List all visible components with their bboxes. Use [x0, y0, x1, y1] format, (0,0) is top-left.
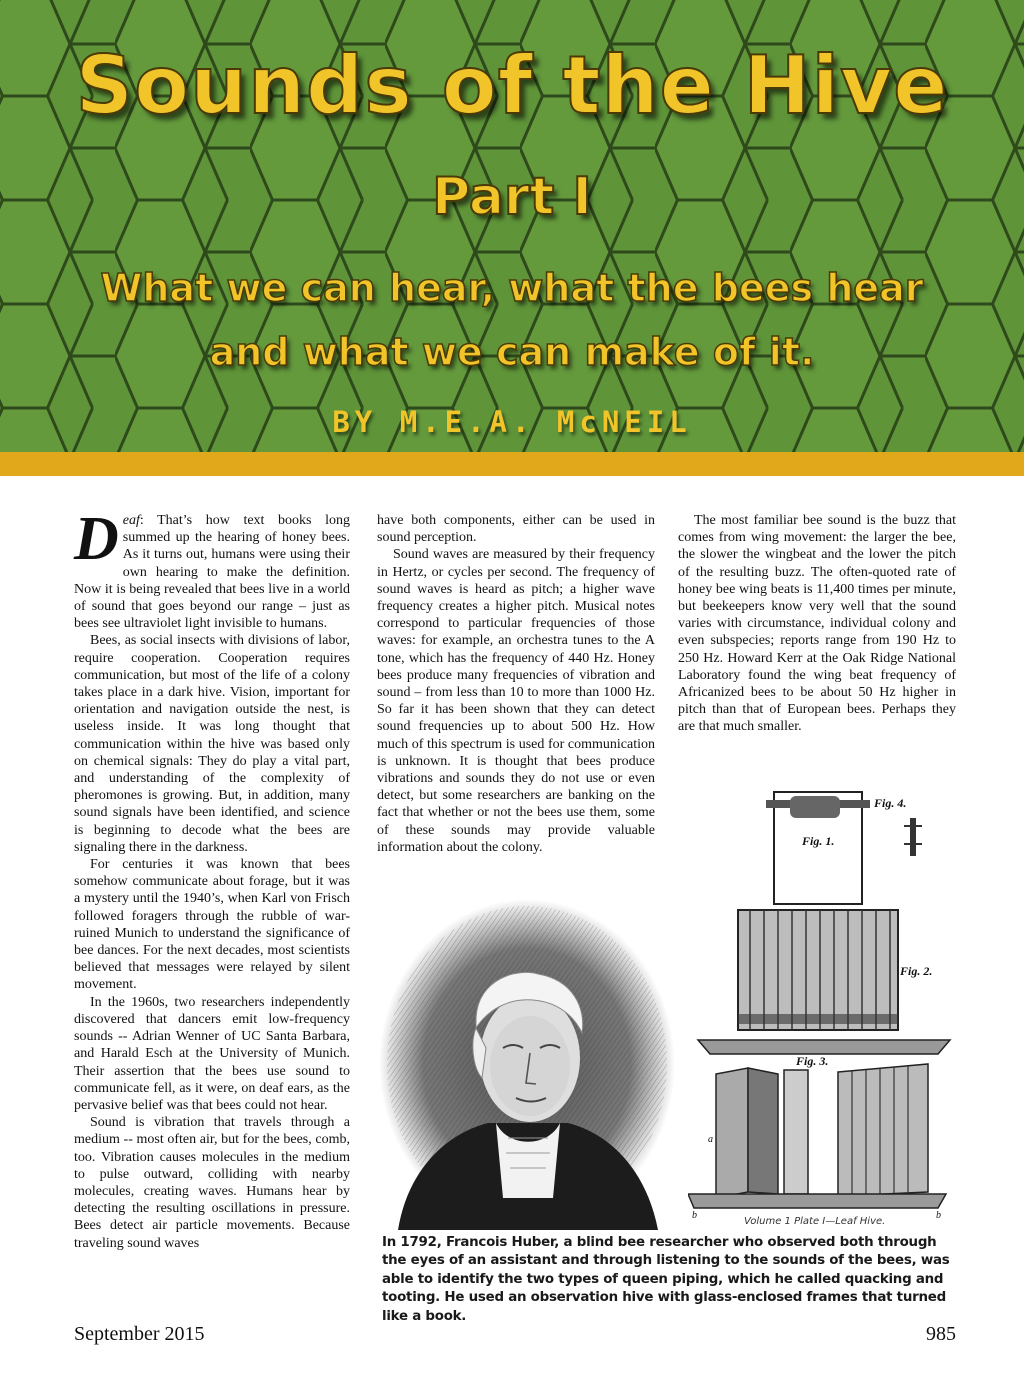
drop-cap: D	[74, 505, 119, 573]
article-column-1	[74, 505, 350, 1252]
leaf-hive-plate	[688, 782, 960, 1232]
author-byline: BY M.E.A. McNEIL	[332, 405, 692, 439]
article-title: Sounds of the Hive	[75, 39, 949, 132]
plate-letter-b-left: b	[692, 1210, 697, 1221]
paragraph-6: have both components, either can be used in sound perception.	[377, 513, 655, 546]
paragraph-2: Bees, as social insects with divisions of labor, require cooperation. Cooperation requires communication, but most of the life of a colony takes place in a dark hive. Vision, important for orientation and navigation outside the nest, is useless inside. It was long thought that communication within the hive was based only on chemical signals: They do play a vital part, and understanding of the complexity of pheromones is growing. But, in addition, many sound signals have been identified, and science is beginning to decode what the bees are signaling there in the darkness.	[74, 633, 350, 855]
article-subtitle-line-1: What we can hear, what the bees hear	[100, 266, 924, 310]
article-part: Part I	[432, 167, 592, 227]
article-column-2	[377, 512, 655, 856]
header-banner	[0, 0, 1024, 452]
paragraph-8: The most familiar bee sound is the buzz that comes from wing movement: the larger the bee, the slower the wingbeat and the lower the pitch of the resulting buzz. The often-quoted rate of honey bee wing beats is 11,400 times per minute, but beekeepers know very well that the sound varies with circumstance, individual colony and even subspecies; reports range from 190 Hz to 250 Hz. Howard Kerr at the Oak Ridge National Laboratory found the wing beat frequency of Africanized bees to be about 50 Hz higher in pitch than that of European bees. Perhaps they are that much smaller.	[678, 513, 956, 735]
leaf-hive-drawing	[688, 782, 960, 1232]
image-caption: In 1792, Francois Huber, a blind bee researcher who observed both through the eyes of an assistant and through listening to the sounds of the bees, was able to identify the two types of queen piping, which he called quacking and tooting. He used an observation hive with glass-enclosed frames that turned like a book.	[382, 1235, 950, 1324]
plate-letter-b-right: b	[936, 1210, 941, 1221]
paragraph-5: Sound is vibration that travels through a medium -- most often air, but for the bees, comb, too. Vibration causes molecules in the medium to pulse outward, colliding with nearby molecules, creating waves. Humans hear by detecting the resulting oscillations in pressure. Bees detect air particle movements. Because traveling sound waves	[74, 1115, 350, 1251]
paragraph-1	[74, 505, 350, 632]
fig-2-label: Fig. 2.	[900, 964, 933, 978]
fig-4-label: Fig. 4.	[874, 796, 907, 810]
fig-3-label: Fig. 3.	[796, 1054, 829, 1068]
paragraph-3: For centuries it was known that bees somehow communicate about forage, but it was a mystery until the 1940’s, when Karl von Frisch followed foragers through the rubble of war-ruined Munich to understand the significance of bee dances. For the next decades, most scientists believed that messages were relayed by silent movement.	[74, 857, 350, 993]
article-column-3	[678, 512, 956, 736]
paragraph-4: In the 1960s, two researchers independently discovered that dancers emit low-frequency sounds -- Adrian Wenner of UC Santa Barbara, and Harald Esch at the University of Munich. Their assertion that the bees use sound to communicate fell, as it were, on deaf ears, as the pervasive belief was that bees could not hear.	[74, 994, 350, 1113]
fig-1-label: Fig. 1.	[802, 834, 835, 848]
huber-portrait-engraving	[378, 898, 676, 1230]
article-subtitle-line-2: and what we can make of it.	[209, 330, 815, 374]
plate-letter-a: a	[708, 1134, 713, 1145]
header-divider-bar	[0, 452, 1024, 476]
paragraph-1-text: : That’s how text books long summed up the hearing of honey bees. As it turns out, humans were using their own hearing to make the definition. Now it is being revealed that bees live in a world of sound that goes beyond our range – just as bees see ultraviolet light invisible to humans.	[74, 513, 350, 632]
plate-title: Volume 1 Plate I—Leaf Hive.	[744, 1216, 886, 1227]
paragraph-7: Sound waves are measured by their frequency in Hertz, or cycles per second. The frequency of sound waves is heard as pitch; a higher wave frequency creates a higher pitch. Musical notes correspond to particular frequencies of those waves: for example, an orchestra tunes to the A tone, which has the frequency of 440 Hz. Honey bees produce many frequencies of vibration and sound – from less than 10 to more than 1000 Hz. So far it has been shown that they can detect sound frequencies up to about 500 Hz. How much of this spectrum is used for communication is unknown. It is thought that bees produce vibrations and sounds they do not use or even detect, but some researchers are banking on the fact that whether or not the bees use them, some of these sounds may provide valuable information about the colony.	[377, 547, 655, 855]
footer-page-number: 985	[926, 1323, 956, 1345]
footer-issue-date: September 2015	[74, 1323, 205, 1345]
lead-word: eaf	[122, 513, 140, 528]
